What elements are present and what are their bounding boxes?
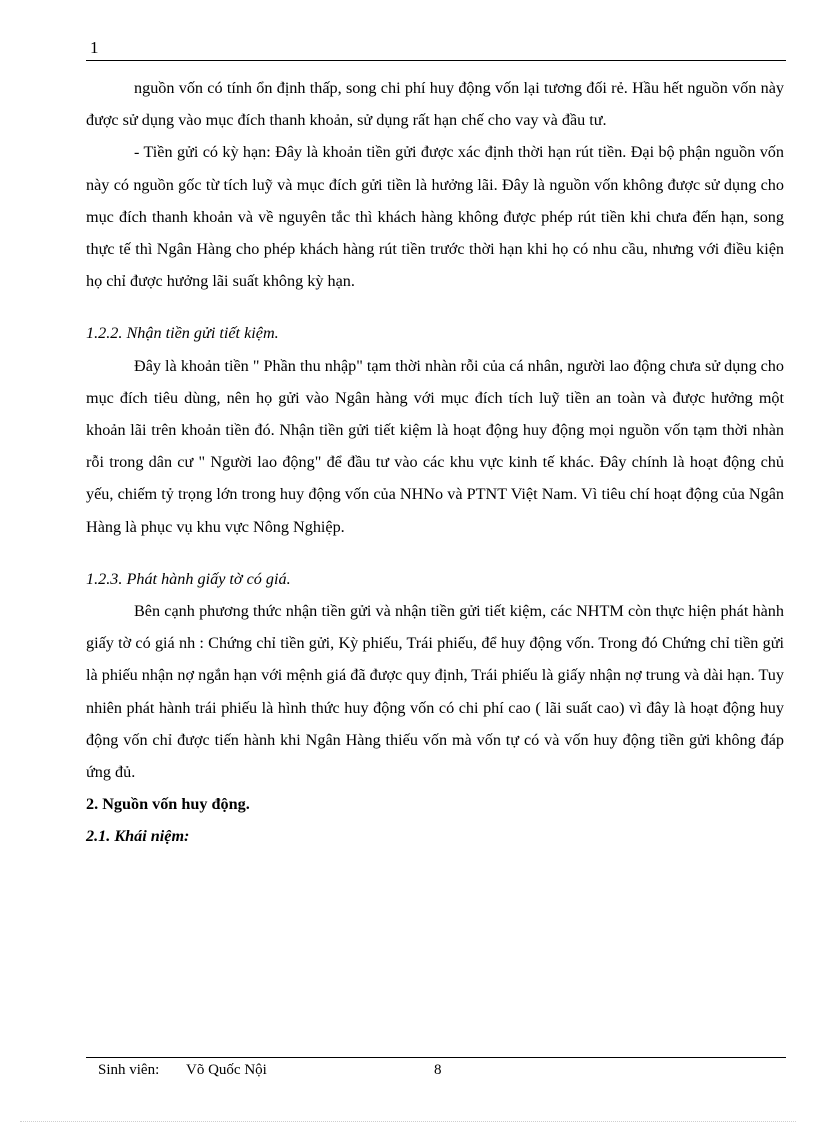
footer-label: Sinh viên: [98,1062,160,1078]
footer-author: Võ Quốc Nội [186,1062,267,1078]
section-heading-2: 2. Nguồn vốn huy động. [86,795,250,814]
section-body-1-2-2: Đây là khoản tiền " Phần thu nhập" tạm thời nhàn rỗi của cá nhân, người lao động chưa sử dụng cho mục đích tiêu dùng, nên họ gửi vào Ngân hàng với mục đích tích luỹ tiền an toàn và được hưởng một khoản lãi trên khoản tiền đó. Nhận tiền gửi tiết kiệm là hoạt động huy động mọi nguồn vốn tạm thời nhàn rỗi trong dân cư " Người lao động" để đầu tư vào các khu vực kinh tế khác. Đây chính là hoạt động chủ yếu, chiếm tỷ trọng lớn trong huy động vốn của NHNo và PTNT Việt Nam. Vì tiêu chí hoạt động của Ngân Hàng là phục vụ khu vực Nông Nghiệp. [86,356,784,536]
footer-page-number: 8 [434,1062,442,1078]
section-heading-1-2-3: 1.2.3. Phát hành giấy tờ có giá. [86,569,291,588]
section-body-1-2-3: Bên cạnh phương thức nhận tiền gửi và nhận tiền gửi tiết kiệm, các NHTM còn thực hiện phát hành giấy tờ có giá nh : Chứng chỉ tiền gửi, Kỳ phiếu, Trái phiếu, để huy động vốn. Trong đó Chứng chỉ tiền gửi là phiếu nhận nợ ngắn hạn với mệnh giá đã được quy định, Trái phiếu là giấy nhận nợ trung và dài hạn. Tuy nhiên phát hành trái phiếu là hình thức huy động vốn có chi phí cao ( lãi suất cao) vì đây là hoạt động huy động vốn chỉ được tiến hành khi Ngân Hàng thiếu vốn mà vốn tự có và vốn huy động tiền gửi không đáp ứng đủ. [86,602,784,782]
page-header-number: 1 [90,38,99,57]
bottom-dotted-edge [20,1121,796,1122]
page-footer [98,1060,778,1080]
header-rule [86,60,786,61]
paragraph: - Tiền gửi có kỳ hạn: Đây là khoản tiền gửi được xác định thời hạn rút tiền. Đại bộ phận nguồn vốn này có nguồn gốc từ tích luỹ và mục đích gửi tiền là hưởng lãi. Đây là nguồn vốn không được sử dụng cho mục đích thanh khoản và về nguyên tắc thì khách hàng không được phép rút tiền khi chưa đến hạn, song thực tế thì Ngân Hàng cho phép khách hàng rút tiền trước thời hạn khi họ có nhu cầu, nhưng với điều kiện họ chỉ được hưởng lãi suất không kỳ hạn. [86,143,784,291]
footer-rule [86,1057,786,1058]
section-subheading-2-1: 2.1. Khái niệm: [86,827,190,846]
document-body [86,72,784,853]
paragraph: nguồn vốn có tính ổn định thấp, song chi phí huy động vốn lại tương đối rẻ. Hầu hết nguồn vốn này được sử dụng vào mục đích thanh khoản, sử dụng rất hạn chế cho vay và đầu tư. [86,79,784,130]
section-heading-1-2-2: 1.2.2. Nhận tiền gửi tiết kiệm. [86,324,279,343]
